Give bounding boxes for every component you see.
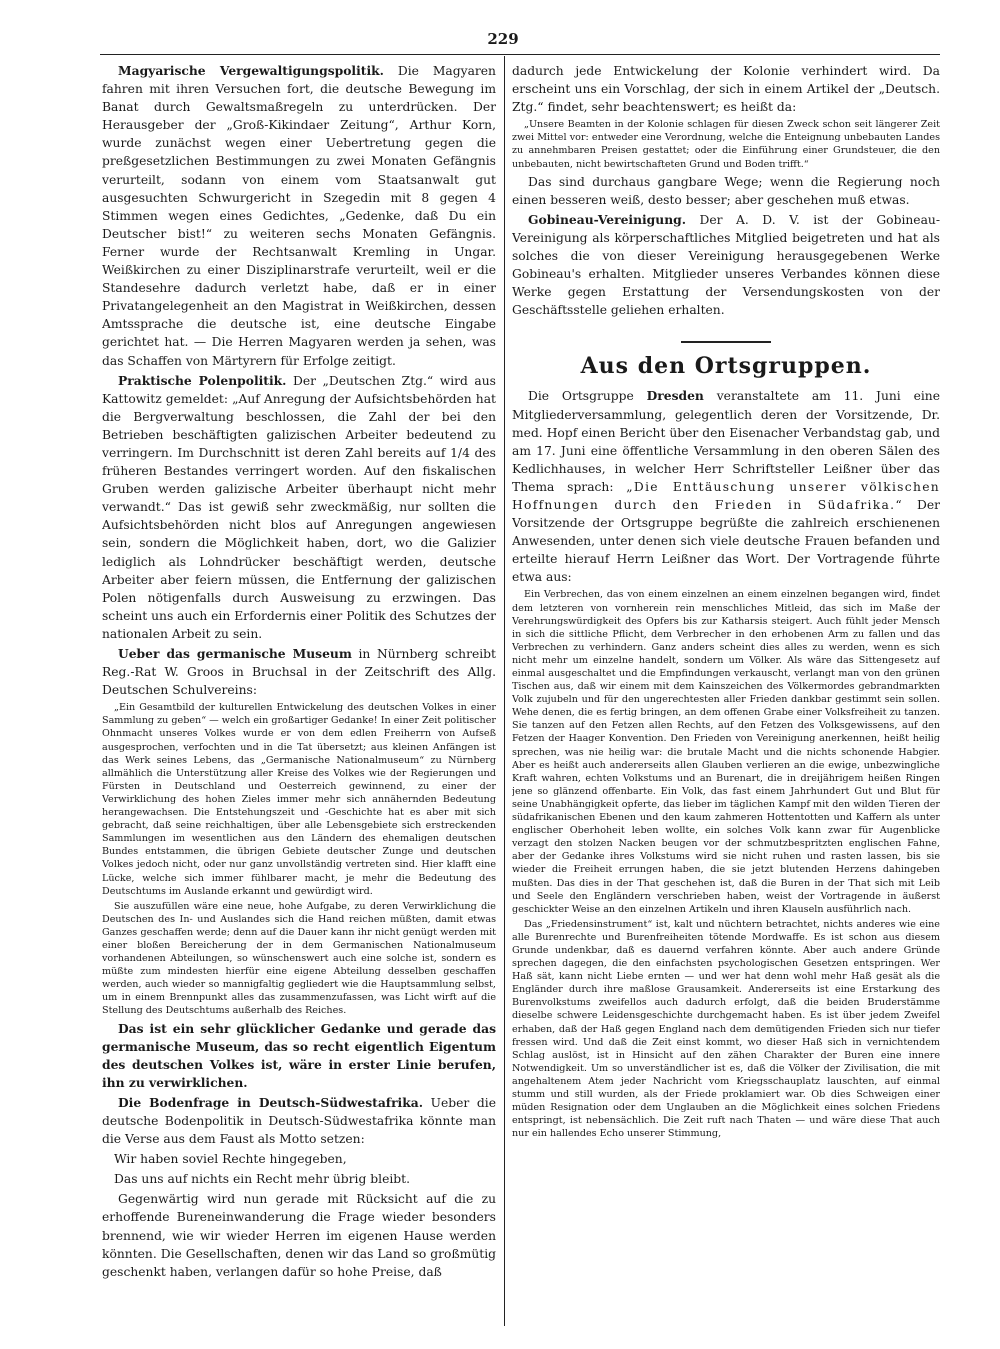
article-land-question: [102, 1094, 496, 1148]
article-text: Ueber die deutsche Bodenpolitik in Deutsch-Südwestafrika könnte man die Verse aus dem Faust als Motto setzen:: [102, 1095, 496, 1147]
article-text: veranstaltete am 11. Juni eine Mitgliederversammlung, gelegentlich deren der Vorsitzende, Dr. med. Hopf einen Bericht über den Eisenacher Verbandstag gab, und am 17. Juni eine öffentliche Versammlung in den oberen Sälen des Kedlichhauses, in welcher Herr Schriftsteller Leißner über das Thema sprach:: [512, 389, 940, 494]
article-heading: Ueber das germanische Museum: [118, 646, 352, 661]
section-ornament-rule: [681, 341, 771, 343]
article-polish-policy: [102, 372, 496, 643]
article-heading: Die Bodenfrage in Deutsch-Südwestafrika.: [118, 1094, 424, 1110]
verse-line: Das uns auf nichts ein Recht mehr übrig bleibt.: [114, 1172, 410, 1187]
article-heading: Gobineau-Vereinigung.: [528, 211, 687, 227]
article-text: Die Magyaren fahren mit ihren Versuchen fort, die deutsche Bewegung im Banat durch Gewaltsmaßregeln zu unterdrücken. Der Herausgeber der „Groß-Kikindaer Zeitung“, Arthur Korn, wurde zunächst wegen einer Uebertretung gegen die preßgesetzlichen Bestimmungen zu zwei Monaten Gefängnis verurteilt, sodann von einem vom Staatsanwalt gut ausgesuchten Schwurgericht in Szegedin mit 8 gegen 4 Stimmen wegen eines Gedichtes, „Gedenke, daß Du ein Deutscher bist!“ zu weiteren sechs Monaten Gefängnis. Ferner wurde der Rechtsanwalt Kremling in Ungar. Weißkirchen zu einer Disziplinarstrafe verurteilt, weil er die Standesehre dadurch verletzt habe, daß er in einer Privatangelegenheit an den Magistrat in Weißkirchen, dessen Amtssprache die deutsche ist, eine deutsche Eingabe gerichtet hat. — Die Herren Magyaren werden ja sehen, was das Schaffen von Märtyrern für Erfolge zeitigt.: [102, 64, 496, 368]
article-heading: Praktische Polenpolitik.: [118, 372, 287, 388]
header-rule: [100, 54, 940, 55]
article-magyar-policy: [102, 62, 496, 370]
lecture-topic: „Die Enttäuschung unserer völkischen Hoffnungen durch den Frieden in Südafrika.“: [512, 479, 940, 512]
quotation: Sie auszufüllen wäre eine neue, hohe Aufgabe, zu deren Verwirklichung die Deutschen des In- und Auslandes sich die Hand reichen müßten, damit etwas Ganzes geschaffen werde; denn auf die Dauer kann ihr nicht genügt werden mit einer bloßen Bereicherung der in dem Germanischen Nationalmuseum vorhandenen Abteilungen, so wünschenswert auch eine solche ist, sondern es müßte zum mindesten hierfür eine eigene Abteilung desselben geschaffen werden, auch wieder so mannigfaltig gegliedert wie die Hauptsammlung selbst, um in einem Brennpunkt alles das zusammenzufassen, was Licht wirft auf die Stellung des Deutschtums außerhalb des Reiches.: [102, 900, 496, 1017]
city-name: Dresden: [646, 388, 704, 404]
quotation: „Ein Gesamtbild der kulturellen Entwickelung des deutschen Volkes in einer Sammlung zu geben“ — welch ein großartiger Gedanke! In einer Zeit politischer Ohnmacht unseres Volkes wurde er von dem edlen Freiherrn von Aufseß ausgesprochen, verfochten und in die Tat übersetzt; aus kleinen Anfängen ist das Werk seines Lebens, das „Germanische Nationalmuseum“ zu Nürnberg allmählich die Unterstützung aller Kreise des Volkes wie der Regierungen und Fürsten in Deutschland und Oesterreich gewinnend, zu einer der Verwirklichung des hohen Zieles immer mehr sich annähernden Bedeutung herangewachsen. Die Entstehungszeit und -Geschichte hat es aber mit sich gebracht, daß seine reichhaltigen, über alle Lebensgebiete sich erstreckenden Sammlungen im wesentlichen aus den Ländern des ehemaligen deutschen Bundes entstammen, die übrigen Gebiete deutscher Zunge und deutschen Volkes jedoch nicht, oder nur ganz unvollständig vertreten sind. Hier klafft eine Lücke, welche sich immer fühlbarer macht, je mehr die Bedeutung des Deutschtums im Auslande erkannt und gewürdigt wird.: [102, 702, 496, 897]
right-column: [512, 62, 940, 1332]
quotation: „Unsere Beamten in der Kolonie schlagen für diesen Zweck schon seit längerer Zeit zwei Mittel vor: entweder eine Verordnung, welche die Enteignung unbebauten Landes zu annehmbaren Preisen gestattet; oder die Einführung einer Grundsteuer, die den unbebauten, nicht bewirtschafteten Grund und Boden trifft.“: [512, 119, 940, 170]
article-text: Der A. D. V. ist der Gobineau-Vereinigung als körperschaftliches Mitglied beigetreten und hat als solches die von dieser Vereinigung herausgegebenen Werke Gobineau's erhalten. Mitglieder unseres Verbandes können diese Werke gegen Erstattung der Versendungskosten von der Geschäftsstelle geliehen erhalten.: [512, 212, 940, 318]
article-text: dadurch jede Entwickelung der Kolonie verhindert wird. Da erscheint uns ein Vorschlag, der sich in einem Artikel der „Deutsch. Ztg.“ findet, sehr beachtenswert; es heißt da:: [512, 64, 940, 115]
article-text: Der Vorsitzende der Ortsgruppe begrüßte die zahlreich erschienenen Anwesenden, unter denen sich viele deutsche Frauen befanden und erteilte hierauf Herrn Leißner das Wort. Der Vortragende führte etwa aus:: [512, 497, 940, 585]
page-number: 229: [487, 30, 519, 48]
report-dresden: [512, 387, 940, 586]
verse-line: Wir haben soviel Rechte hingegeben,: [114, 1152, 347, 1167]
section-title: Aus den Ortsgruppen.: [580, 353, 872, 380]
left-column: [102, 62, 496, 1332]
article-text: Gegenwärtig wird nun gerade mit Rücksicht auf die zu erhoffende Bureneinwanderung die Frage wieder besonders brennend, wie wir wieder Herren im eigenen Hause werden könnten. Die Gesellschaften, denen wir das Land so großmütig geschenkt haben, verlangen dafür so hohe Preise, daß: [102, 1192, 496, 1279]
article-text: Die Ortsgruppe: [528, 389, 634, 404]
article-germanic-museum: [102, 645, 496, 699]
column-divider: [504, 56, 505, 1326]
article-text: Der „Deutschen Ztg.“ wird aus Kattowitz gemeldet: „Auf Anregung der Aufsichtsbehörden hat die Bergverwaltung beschlossen, die Zahl der bei den Betrieben beschäftigten galizischen Arbeiter bedeutend zu verringern. Im Durchschnitt ist deren Zahl bereits auf 1/4 des früheren Bestandes verringert worden. Auf den fiskalischen Gruben werden galizische Arbeiter überhaupt nicht mehr verwandt.“ Das ist gewiß sehr zweckmäßig, nur sollten die Aufsichtsbehörden nicht blos auf Anregungen angewiesen sein, sondern die Möglichkeit haben, dort, wo die Galizier lediglich als Lohndrücker beschäftigt werden, deutsche Arbeiter aber feiern müssen, die Entfernung der galizischen Polen nötigenfalls durch Ausweisung zu erzwingen. Das scheint uns auch ein Erfordernis einer Politik des Schutzes der nationalen Arbeit zu sein.: [102, 373, 496, 641]
quotation: Das „Friedensinstrument“ ist, kalt und nüchtern betrachtet, nichts anderes wie eine alle Burenrechte und Burenfreiheiten tötende Mordwaffe. Es ist schon aus diesem Grunde undenkbar, daß es dauernd verfahren könnte. Aber auch andere Gründe sprechen dagegen, die den einfachsten psychologischen Gesetzen entspringen. Wer Haß sät, kann nicht Liebe ernten — und wer hat denn wohl mehr Haß gesät als die Engländer durch ihre maßlose Grausamkeit. Andererseits ist eine Erstarkung des Burenvolkstums zweifellos auch dadurch erfolgt, daß die beiden Bruderstämme dieselbe schwere Leidensgeschichte durchgemacht haben. Es ist über jedem Zweifel erhaben, daß der Haß gegen England nach dem demütigenden Frieden sich nur tiefer fressen wird. Und daß die Zeit einst kommt, wo dieser Haß sich in vernichtendem Schlag auslöst, ist in Hinsicht auf den zähen Charakter der Buren eine innere Notwendigkeit. Um so unverständlicher ist es, daß die Völker der Zivilisation, die mit angehaltenem Atem jeder Nachricht vom Kriegsschauplatz lauschten, auf einmal stumm und still wurden, als der Friede proklamiert war. Ob dies Schweigen einer müden Resignation oder dem Unglauben an die Möglichkeit eines solchen Friedens entspringt, ist nebensächlich. Die Zeit ruft nach Thaten — und wäre diese That auch nur ein hallendes Echo unserer Stimmung,: [512, 918, 940, 1140]
article-gobineau: [512, 211, 940, 320]
article-heading: Magyarische Vergewaltigungspolitik.: [118, 63, 384, 78]
article-text: in Nürnberg schreibt Reg.-Rat W. Groos in Bruchsal in der Zeitschrift des Allg. Deutschen Schulvereins:: [102, 647, 496, 698]
quotation: Ein Verbrechen, das von einem einzelnen an einem einzelnen begangen wird, findet dem letzteren von vornherein rein menschliches Mitleid, das sich im Maße der Verehrungswürdigkeit des Opfers bis zur Katharsis steigert. Auch fühlt jeder Mensch in sich die sittliche Pflicht, dem Verbrecher in den erhobenen Arm zu fallen und das Verbrechen zu verhindern. Ganz anders scheint dies alles zu werden, wenn es sich nicht mehr um einzelne handelt, sondern um Völker. Als wäre das Sittengesetz auf einmal ausgeschaltet und die Empfindungen verkauscht, verlangt man von den grünen Tischen aus, daß wir einem mit dem Kainszeichen des Völkermordes gebrandmarkten Volk zujubeln und für den ungerechtesten aller Frieden dankbar gestimmt sein sollen. Wehe denen, die es fertig bringen, an dem offenen Grabe einer Volksfreiheit zu tanzen. Sie tanzen auf den Fetzen allen Rechts, auf den Fetzen des Volksgewissens, auf den Fetzen der Haager Konvention. Den Frieden von Vereinigung anerkennen, heißt heilig sprechen, was nie heilig war: die brutale Macht und die nichts schonende Habgier. Aber es heißt auch andererseits allen Glauben verlieren an die ewige, unbezwingliche Kraft wahren, echten Volkstums und an Burenart, die in dreijährigem heißen Ringen jene so glänzend offenbarte. Ein Volk, das fast einem Jahrhundert Gut und Blut für seine Unabhängigkeit opferte, das lieber im täglichen Kampf mit den wilden Tieren der südafrikanischen Ebenen und den kaum zahmeren Hottentotten und Kaffern als unter englischer Oberhoheit leben wollte, ein solches Volk kann zwar für Augenblicke verzagt den stolzen Nacken beugen vor der schmutzbespritzten englischen Fahne, aber der Gedanke ihres Volkstums wird sie nicht ruhen und rasten lassen, bis sie wieder die Freiheit errungen haben, die sie jetzt blutenden Herzens dahingeben mußten. Das dies in der That geschehen ist, daß die Buren in der That sich mit Leib und Seele den Engländern verschrieben haben, weist der Vortragende in äußerst geschickter Weise an den einzelnen Artikeln und ihren Klauseln ausführlich nach.: [512, 589, 940, 915]
article-text: Das ist ein sehr glücklicher Gedanke und gerade das germanische Museum, das so recht eigentlich Eigentum des deutschen Volkes ist, wäre in erster Linie berufen, ihn zu verwirklichen.: [102, 1020, 496, 1090]
article-text: Das sind durchaus gangbare Wege; wenn die Regierung noch einen besseren weiß, desto besser; aber geschehen muß etwas.: [512, 174, 940, 207]
